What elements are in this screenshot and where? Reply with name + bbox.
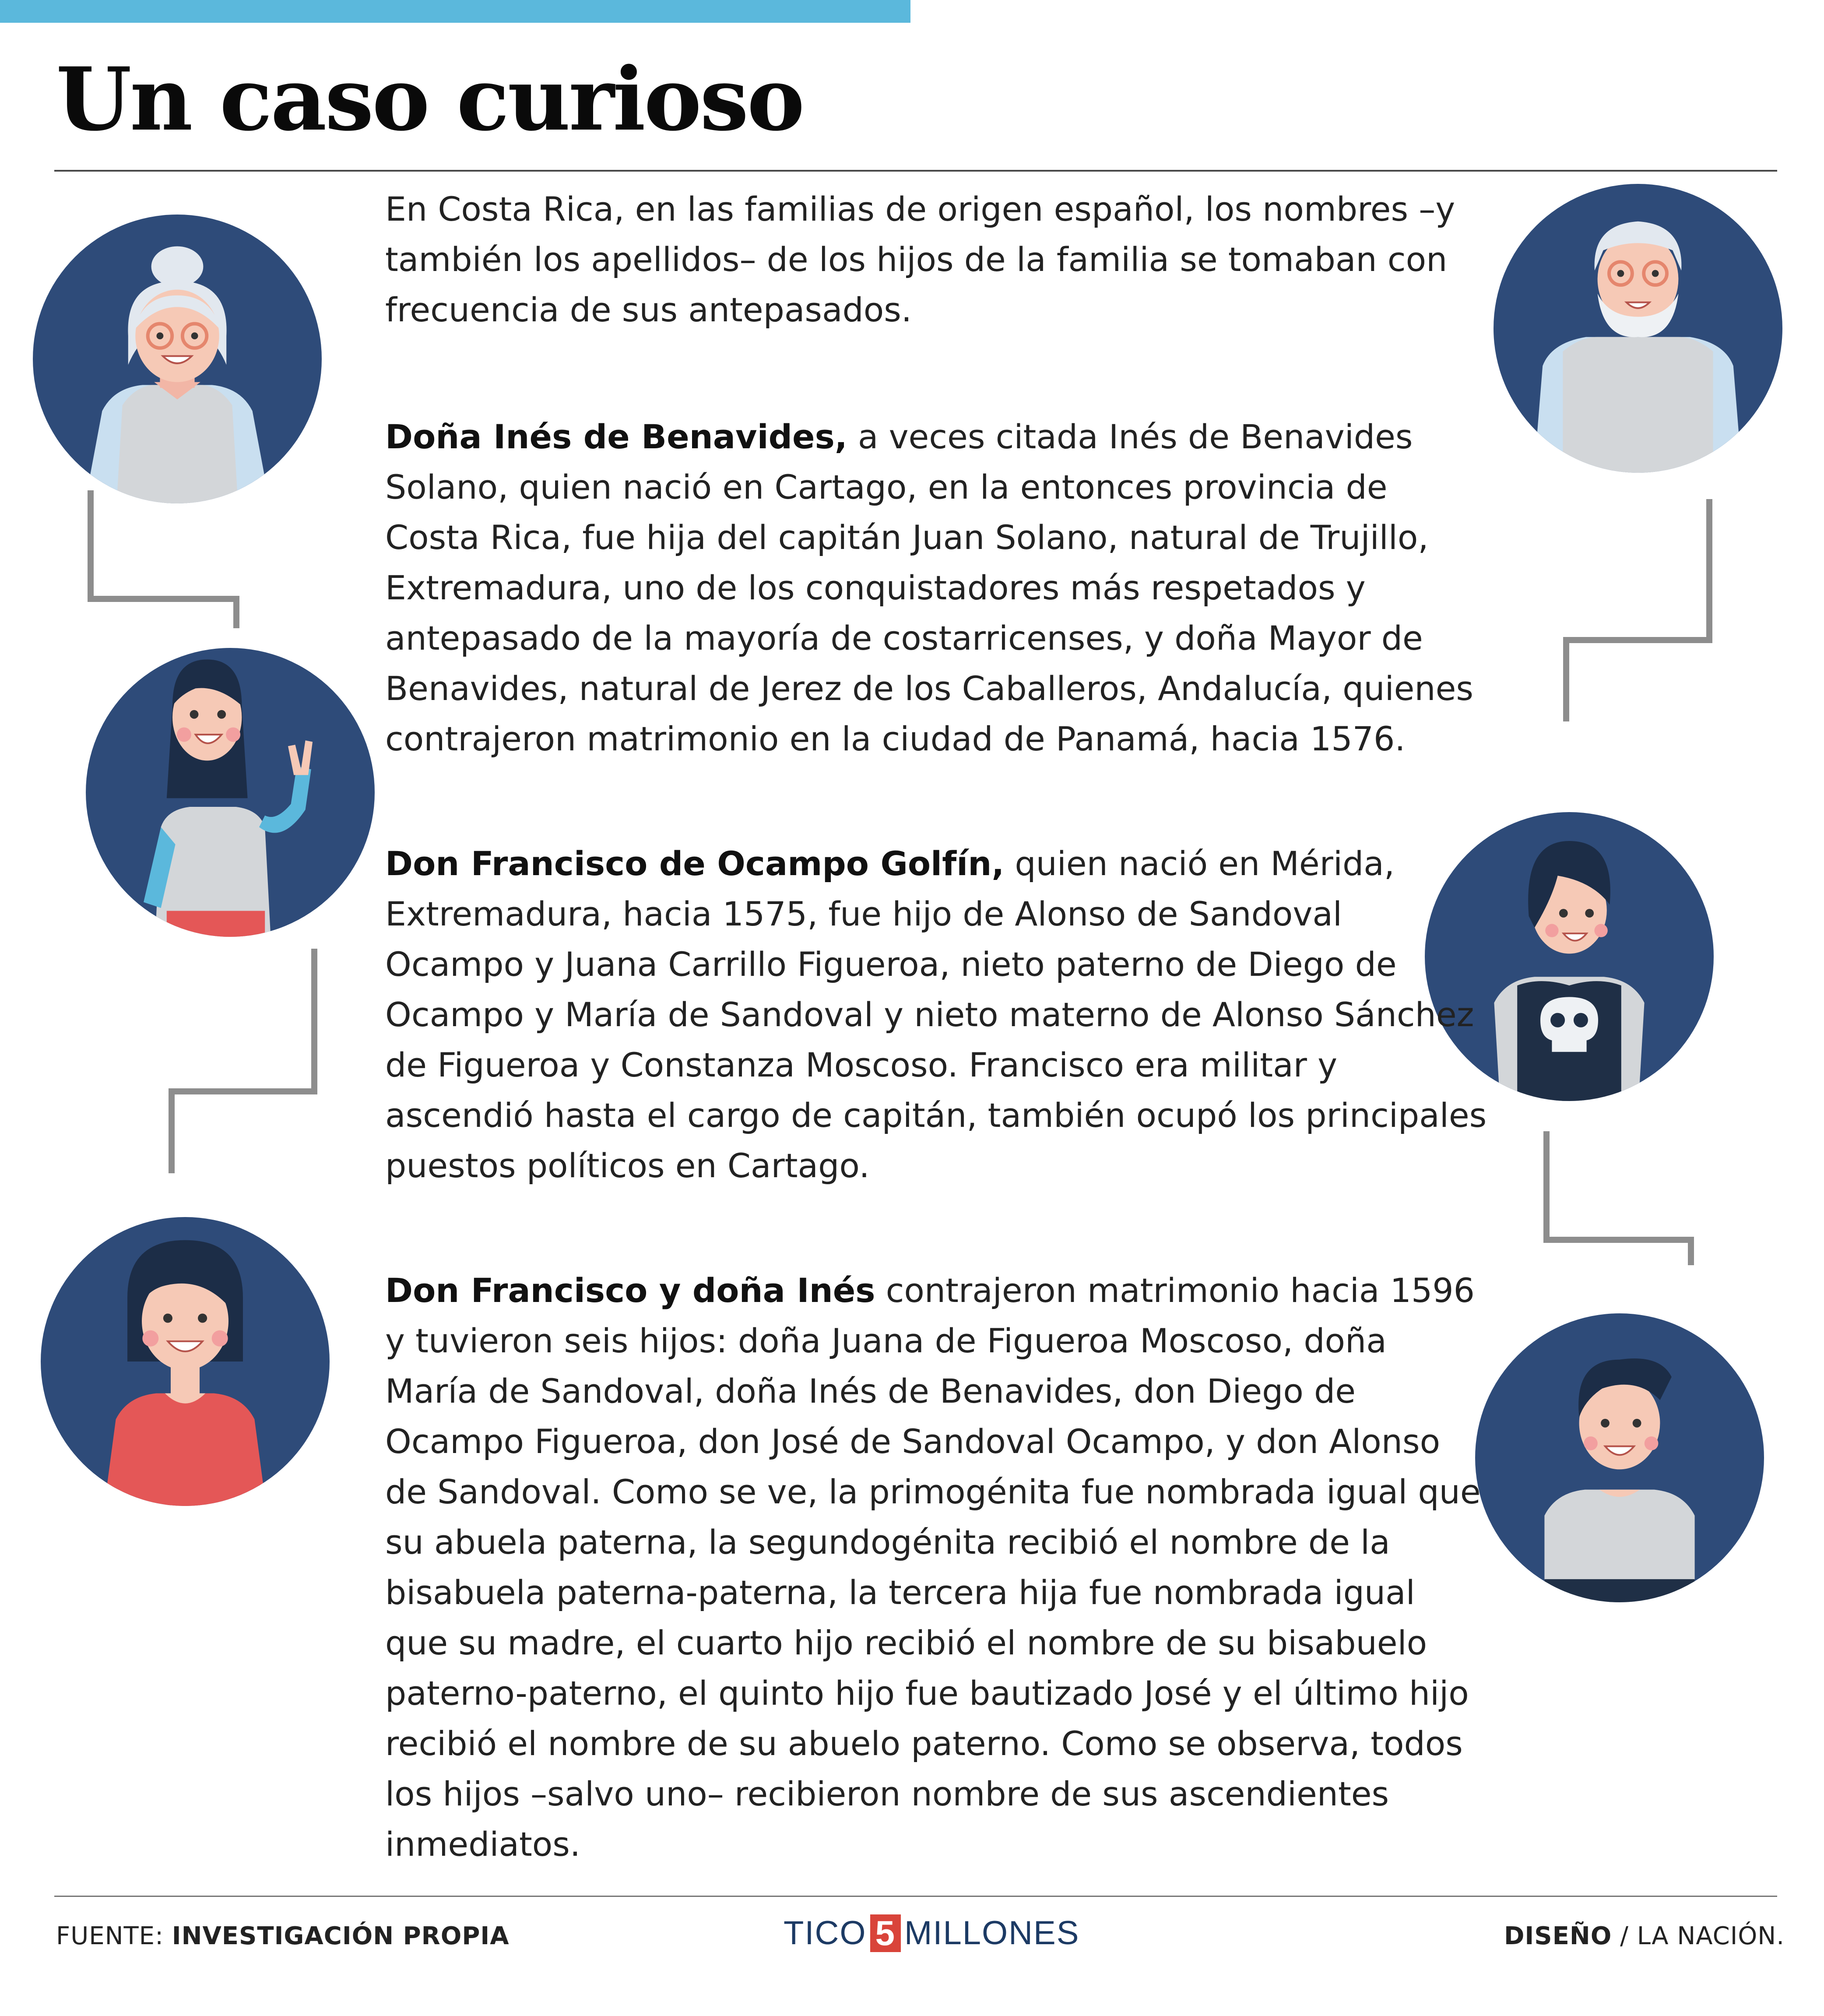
credit-label: DISEÑO — [1504, 1922, 1612, 1950]
logo-right: MILLONES — [904, 1914, 1080, 1952]
francisco-lead: Don Francisco de Ocampo Golfín, — [385, 844, 1005, 883]
footer-divider — [54, 1896, 1777, 1897]
ines-paragraph — [385, 412, 1488, 764]
francisco-paragraph — [385, 838, 1488, 1191]
girl-peace-sign-avatar-icon — [86, 648, 375, 937]
woman-red-shirt-avatar-icon — [41, 1217, 330, 1506]
intro-text: En Costa Rica, en las familias de origen español, los nombres –y también los apellidos– de los hijos de la familia se tomaban con frecuencia de sus antepasados. — [385, 190, 1455, 329]
logo-left: TICO — [784, 1914, 867, 1952]
connector-left-1 — [91, 490, 236, 628]
matrimonio-body: contrajeron matrimonio hacia 1596 y tuvieron seis hijos: doña Juana de Figueroa Moscoso, doña María de Sandoval, doña Inés de Benavides, don Diego de Ocampo Figueroa, don José de Sandoval Ocampo, y don Alonso de Sandoval. Como se ve, la primogénita fue nombrada igual que su abuela paterna, la segundogénita recibió el nombre de la bisabuela paterna-paterna, la tercera hija fue nombrada igual que su madre, el cuarto hijo recibió el nombre de su bisabuelo paterno-paterno, el quinto hijo fue bautizado José y el último hijo recibió el nombre de su abuelo paterno. Como se observa, todos los hijos –salvo uno– recibieron nombre de sus ascendientes inmediatos. — [385, 1271, 1481, 1864]
francisco-body: quien nació en Mérida, Extremadura, hacia 1575, fue hijo de Alonso de Sandoval Ocampo y Juana Carrillo Figueroa, nieto paterno de Diego de Ocampo y María de Sandoval y nieto materno de Alonso Sánchez de Figueroa y Constanza Moscoso. Francisco era militar y ascendió hasta el cargo de capitán, también ocupó los principales puestos políticos en Cartago. — [385, 844, 1487, 1185]
source-value: INVESTIGACIÓN PROPIA — [172, 1922, 510, 1950]
connector-right-1 — [1566, 499, 1709, 721]
matrimonio-lead: Don Francisco y doña Inés — [385, 1271, 875, 1310]
tico-5-millones-logo — [784, 1914, 1079, 1952]
page-title: Un caso curioso — [56, 48, 803, 150]
boy-gray-shirt-avatar-icon — [1475, 1313, 1764, 1602]
credit-sep: / — [1612, 1922, 1637, 1950]
grandfather-avatar-icon — [1494, 184, 1782, 473]
intro-paragraph — [385, 184, 1488, 335]
matrimonio-paragraph — [385, 1265, 1488, 1869]
ines-body: a veces citada Inés de Benavides Solano, quien nació en Cartago, en la entonces provincia de Costa Rica, fue hija del capitán Juan Solano, natural de Trujillo, Extremadura, uno de los conquistadores más respetados y antepasado de la mayoría de costarricenses, y doña Mayor de Benavides, natural de Jerez de los Caballeros, Andalucía, quienes contrajeron matrimonio en la ciudad de Panamá, hacia 1576. — [385, 417, 1473, 758]
footer-source — [56, 1922, 510, 1950]
grandmother-avatar-icon — [33, 215, 322, 503]
credit-value: LA NACIÓN. — [1637, 1922, 1785, 1950]
source-label: FUENTE: — [56, 1922, 164, 1950]
connector-right-2 — [1546, 1131, 1691, 1265]
ines-lead: Doña Inés de Benavides, — [385, 417, 847, 456]
logo-number: 5 — [870, 1914, 901, 1952]
footer-credit — [1504, 1922, 1785, 1950]
connector-left-2 — [172, 949, 314, 1173]
